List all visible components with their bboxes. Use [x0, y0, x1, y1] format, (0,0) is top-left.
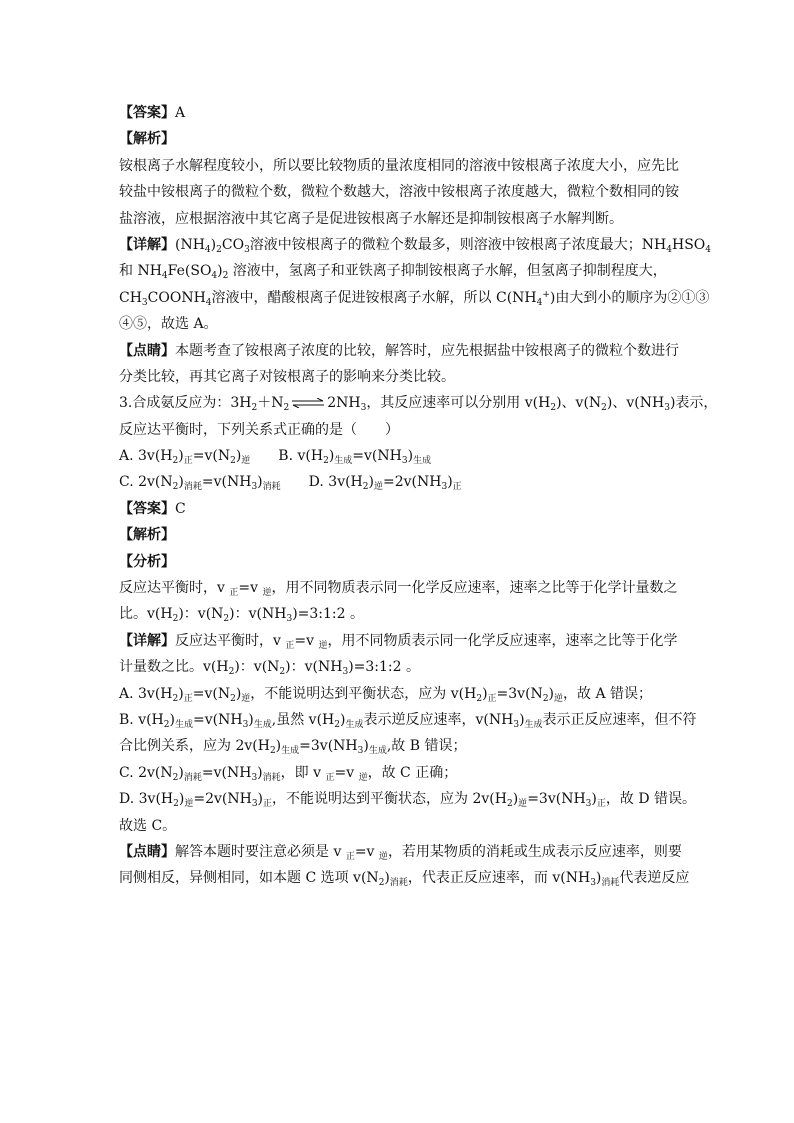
detail-option-a — [119, 681, 684, 707]
subscript: 正 — [452, 482, 462, 493]
text: 代表逆反应 — [619, 870, 690, 887]
text: ，故 A 错误； — [563, 685, 653, 702]
analysis-text-line: 盐溶液，应根据溶液中其它离子是促进铵根离子水解还是抑制铵根离子水解判断。 — [119, 210, 623, 227]
subscript: 4 — [705, 244, 712, 255]
text: =v(NH — [193, 711, 243, 728]
subscript: 消耗 — [262, 772, 281, 783]
answer-tag: 【答案】 — [119, 105, 175, 121]
subscript: 2 — [251, 403, 258, 414]
text: CO — [221, 236, 245, 253]
subscript: 3 — [357, 746, 364, 757]
subscript: 3 — [251, 482, 258, 493]
subscript: 逆 — [318, 640, 328, 651]
text: 3.合成氨反应为：3H — [119, 395, 252, 412]
text: ) — [384, 870, 390, 887]
text: 同侧相反，异侧相同，如本题 C 选项 v(N — [119, 870, 379, 887]
text: =v(N — [192, 685, 231, 702]
subscript: 2 — [362, 482, 369, 493]
text: 解答本题时要注意必须是 v — [175, 843, 346, 860]
detail-option-b — [119, 707, 697, 733]
subscript: 生成 — [368, 746, 387, 757]
subscript: 2 — [223, 614, 230, 625]
text: 合比例关系，应为 2v(H — [119, 738, 270, 755]
tip-tag: 【点睛】 — [119, 342, 175, 359]
subscript: 生成 — [524, 719, 543, 730]
subscript: 2 — [269, 746, 276, 757]
text: ) — [178, 448, 184, 465]
text: ) — [178, 685, 184, 702]
subscript: 正 — [229, 588, 239, 599]
text: )：v(NH — [229, 606, 287, 623]
detail-option-d — [119, 786, 696, 812]
text: ) — [591, 791, 597, 808]
subscript: 4 — [536, 297, 543, 308]
text: =v(N — [192, 448, 231, 465]
subscript: 4 — [204, 244, 211, 255]
subscript: 逆 — [184, 799, 194, 810]
answer-value: A — [175, 105, 186, 121]
detail-line — [119, 258, 684, 284]
text: D. 3v(H — [308, 474, 363, 491]
tip-line — [119, 865, 690, 891]
subscript: 2 — [283, 403, 290, 414]
detail-line — [119, 628, 684, 654]
text: ) — [519, 711, 525, 728]
subscript: 4 — [211, 271, 218, 282]
text: ，其反应速率可以分别用 v(H — [366, 395, 551, 412]
text: )：v(N — [178, 606, 224, 623]
text: =v — [294, 632, 319, 649]
text: )=3:1:2 。 — [292, 606, 364, 623]
subscript: 正 — [183, 456, 193, 467]
subscript: 3 — [585, 799, 592, 810]
text: ) — [257, 474, 263, 491]
answer-line — [119, 496, 684, 522]
subscript: 生成 — [345, 719, 364, 730]
subscript: 3 — [342, 667, 349, 678]
text: B. v(H — [278, 448, 324, 465]
text: ) — [178, 474, 184, 491]
text: ) — [595, 870, 602, 887]
option-d — [308, 474, 462, 493]
analyze-heading: 【分析】 — [119, 553, 175, 570]
text: ，若用某物质的消耗或生成表示反应速率，则要 — [387, 843, 682, 860]
detail-line — [119, 285, 710, 311]
subscript: 2 — [542, 693, 549, 704]
detail-tag: 【详解】 — [119, 632, 175, 649]
subscript: 消耗 — [262, 482, 281, 493]
subscript: 2 — [172, 772, 179, 783]
text: ,故 B 错误； — [386, 738, 467, 755]
subscript: 2 — [279, 667, 286, 678]
superscript: + — [542, 289, 550, 300]
analysis-text-line: 铵根离子水解程度较小，所以要比较物质的量浓度相同的溶液中铵根离子浓度大小，应先比 — [119, 157, 679, 174]
text: =v(NH — [352, 448, 402, 465]
text: ，代表正反应速率，而 v(NH — [407, 870, 591, 887]
subscript: 2 — [216, 244, 222, 255]
text: (NH — [175, 236, 205, 253]
analyze-line — [119, 575, 684, 601]
analysis-heading: 【解析】 — [119, 527, 175, 544]
text: ) — [248, 711, 254, 728]
tip-tag: 【点睛】 — [119, 843, 175, 860]
subscript: 4 — [666, 244, 672, 255]
subscript: 4 — [205, 297, 212, 308]
subscript: 生成 — [281, 746, 300, 757]
text: ) — [482, 685, 488, 702]
subscript: 生成 — [413, 456, 432, 467]
subscript: 3 — [590, 878, 596, 889]
subscript: 3 — [441, 482, 448, 493]
subscript: 2 — [163, 719, 170, 730]
subscript: 逆 — [554, 693, 564, 704]
text: =2v(NH — [193, 791, 252, 808]
subscript: 3 — [401, 456, 408, 467]
reversible-arrow-icon — [291, 398, 325, 408]
detail-option-c — [119, 760, 684, 786]
text: CH — [119, 289, 142, 306]
subscript: 逆 — [241, 693, 251, 704]
text: =2v(NH — [383, 474, 442, 491]
text: ) — [257, 791, 264, 808]
text: ) — [235, 685, 242, 702]
tip-line — [119, 839, 684, 865]
subscript: 2 — [173, 799, 179, 810]
text: ) — [340, 711, 346, 728]
subscript: 正 — [325, 772, 335, 783]
subscript: 2 — [172, 482, 179, 493]
text: ) — [178, 791, 185, 808]
subscript: 3 — [286, 614, 293, 625]
text: D. 3v(H — [119, 791, 174, 808]
text: =v — [354, 843, 379, 860]
text: ) — [217, 263, 223, 280]
subscript: 3 — [244, 244, 250, 255]
subscript: 2 — [172, 456, 179, 467]
text: 2NH — [327, 395, 361, 412]
text: ＋N — [257, 395, 284, 412]
subscript: 消耗 — [389, 878, 408, 889]
analysis-heading: 【解析】 — [119, 131, 175, 148]
text: =3v(NH — [527, 791, 586, 808]
subscript: 正 — [183, 693, 193, 704]
text: ) — [328, 448, 335, 465]
option-b — [278, 448, 432, 467]
text: ) — [210, 236, 217, 253]
subscript: 2 — [230, 456, 236, 467]
text: ，不能说明达到平衡状态，应为 2v(H — [272, 791, 507, 808]
text: )=3:1:2 。 — [348, 659, 420, 676]
subscript: 正 — [345, 851, 355, 862]
subscript: 2 — [334, 719, 340, 730]
text: C. 2v(N — [119, 474, 173, 491]
text: ，用不同物质表示同一化学反应速率，速率之比等于化学 — [327, 632, 678, 649]
subscript: 逆 — [378, 851, 388, 862]
subscript: 3 — [513, 719, 520, 730]
subscript: 3 — [141, 297, 148, 308]
subscript: 3 — [360, 403, 367, 414]
option-c — [119, 474, 281, 493]
text: )由大到小的顺序为②①③ — [549, 289, 710, 306]
subscript: 生成 — [253, 719, 272, 730]
text: ，即 v — [280, 764, 326, 781]
detail-line — [119, 232, 712, 258]
subscript: 2 — [222, 271, 229, 282]
subscript: 3 — [664, 403, 670, 414]
subscript: 3 — [251, 772, 258, 783]
text: )、v(NH — [606, 395, 665, 412]
subscript: 逆 — [262, 588, 272, 599]
question-line — [119, 390, 718, 416]
text: )表示， — [669, 395, 718, 412]
answer-line — [119, 100, 684, 126]
text: A. 3v(H — [119, 448, 173, 465]
subscript: 消耗 — [183, 772, 202, 783]
text: =v — [238, 580, 263, 597]
text: ) — [178, 764, 184, 781]
text: 反应达平衡时，v — [175, 632, 286, 649]
text: ) — [512, 791, 519, 808]
text: ) — [548, 685, 555, 702]
document-page — [119, 100, 718, 892]
subscript: 正 — [285, 640, 295, 651]
text: ,虽然 v(H — [271, 711, 335, 728]
text: HSO — [672, 236, 706, 253]
text: =v — [334, 764, 359, 781]
subscript: 逆 — [373, 482, 383, 493]
text: =3v(NH — [299, 738, 358, 755]
subscript: 4 — [161, 271, 168, 282]
subscript: 正 — [596, 799, 606, 810]
text: 溶液中，氢离子和亚铁离子抑制铵根离子水解，但氢离子抑制程度大， — [228, 263, 667, 280]
detail-option-b-cont — [119, 733, 684, 759]
subscript: 2 — [230, 693, 236, 704]
text: ) — [275, 738, 282, 755]
analysis-text-line: 较盐中铵根离子的微粒个数，微粒个数越大，溶液中铵根离子浓度越大，微粒个数相同的铵 — [119, 184, 679, 201]
subscript: 2 — [323, 456, 329, 467]
text: ，用不同物质表示同一化学反应速率，速率之比等于化学计量数之 — [271, 580, 678, 597]
subscript: 逆 — [358, 772, 368, 783]
subscript: 逆 — [241, 456, 251, 467]
text: )、v(N — [556, 395, 602, 412]
answer-tag: 【答案】 — [119, 500, 175, 517]
text: ) — [235, 448, 242, 465]
question-line: 反应达平衡时，下列关系式正确的是（ ） — [119, 421, 399, 438]
text: )：v(NH — [285, 659, 343, 676]
text: =v(NH — [201, 764, 252, 781]
text: ) — [257, 764, 263, 781]
detail-line — [119, 654, 684, 680]
text: ，故 D 错误。 — [605, 791, 696, 808]
text: ，不能说明达到平衡状态，应为 v(H — [250, 685, 477, 702]
text: B. v(H — [119, 711, 164, 728]
text: COONH — [147, 289, 206, 306]
text: 和 NH — [119, 263, 162, 280]
text: 比。v(H — [119, 606, 173, 623]
text: )：v(N — [234, 659, 280, 676]
subscript: 2 — [378, 878, 385, 889]
subscript: 消耗 — [601, 878, 620, 889]
subscript: 2 — [172, 614, 179, 625]
subscript: 2 — [228, 667, 235, 678]
analyze-line — [119, 601, 684, 627]
text: =v(NH — [201, 474, 252, 491]
options-row — [119, 443, 684, 469]
text: 计量数之比。v(H — [119, 659, 229, 676]
subscript: 正 — [263, 799, 273, 810]
detail-line: ④⑤，故选 A。 — [119, 316, 218, 333]
text: ，故 C 正确； — [367, 764, 458, 781]
text: ) — [363, 738, 369, 755]
option-a — [119, 448, 251, 467]
text: A. 3v(H — [119, 685, 173, 702]
text: =3v(N — [496, 685, 543, 702]
text: ) — [169, 711, 175, 728]
text: ) — [368, 474, 374, 491]
subscript: 2 — [476, 693, 483, 704]
subscript: 逆 — [518, 799, 528, 810]
choice-line: 故选 C。 — [119, 817, 177, 834]
text: Fe(SO — [167, 263, 212, 280]
subscript: 2 — [506, 799, 513, 810]
subscript: 消耗 — [183, 482, 202, 493]
answer-value: C — [175, 500, 186, 517]
subscript: 正 — [487, 693, 497, 704]
text: 本题考查了铵根离子浓度的比较，解答时，应先根据盐中铵根离子的微粒个数进行 — [175, 342, 679, 359]
subscript: 生成 — [174, 719, 193, 730]
tip-line — [119, 338, 684, 364]
text: 溶液中，醋酸根离子促进铵根离子水解，所以 C(NH — [211, 289, 537, 306]
text: 表示正反应速率，但不符 — [542, 711, 697, 728]
text: ) — [407, 448, 414, 465]
tip-line: 分类比较，再其它离子对铵根离子的影响来分类比较。 — [119, 368, 455, 385]
subscript: 生成 — [334, 456, 353, 467]
subscript: 2 — [601, 403, 607, 414]
text: 溶液中铵根离子的微粒个数最多，则溶液中铵根离子浓度最大；NH — [249, 236, 667, 253]
options-row — [119, 469, 684, 495]
text: ) — [447, 474, 453, 491]
text: 反应达平衡时，v — [119, 580, 230, 597]
subscript: 2 — [172, 693, 179, 704]
subscript: 3 — [242, 719, 249, 730]
subscript: 2 — [550, 403, 557, 414]
text: C. 2v(N — [119, 764, 173, 781]
subscript: 3 — [251, 799, 258, 810]
text: 表示逆反应速率，v(NH — [363, 711, 514, 728]
detail-tag: 【详解】 — [119, 236, 175, 253]
